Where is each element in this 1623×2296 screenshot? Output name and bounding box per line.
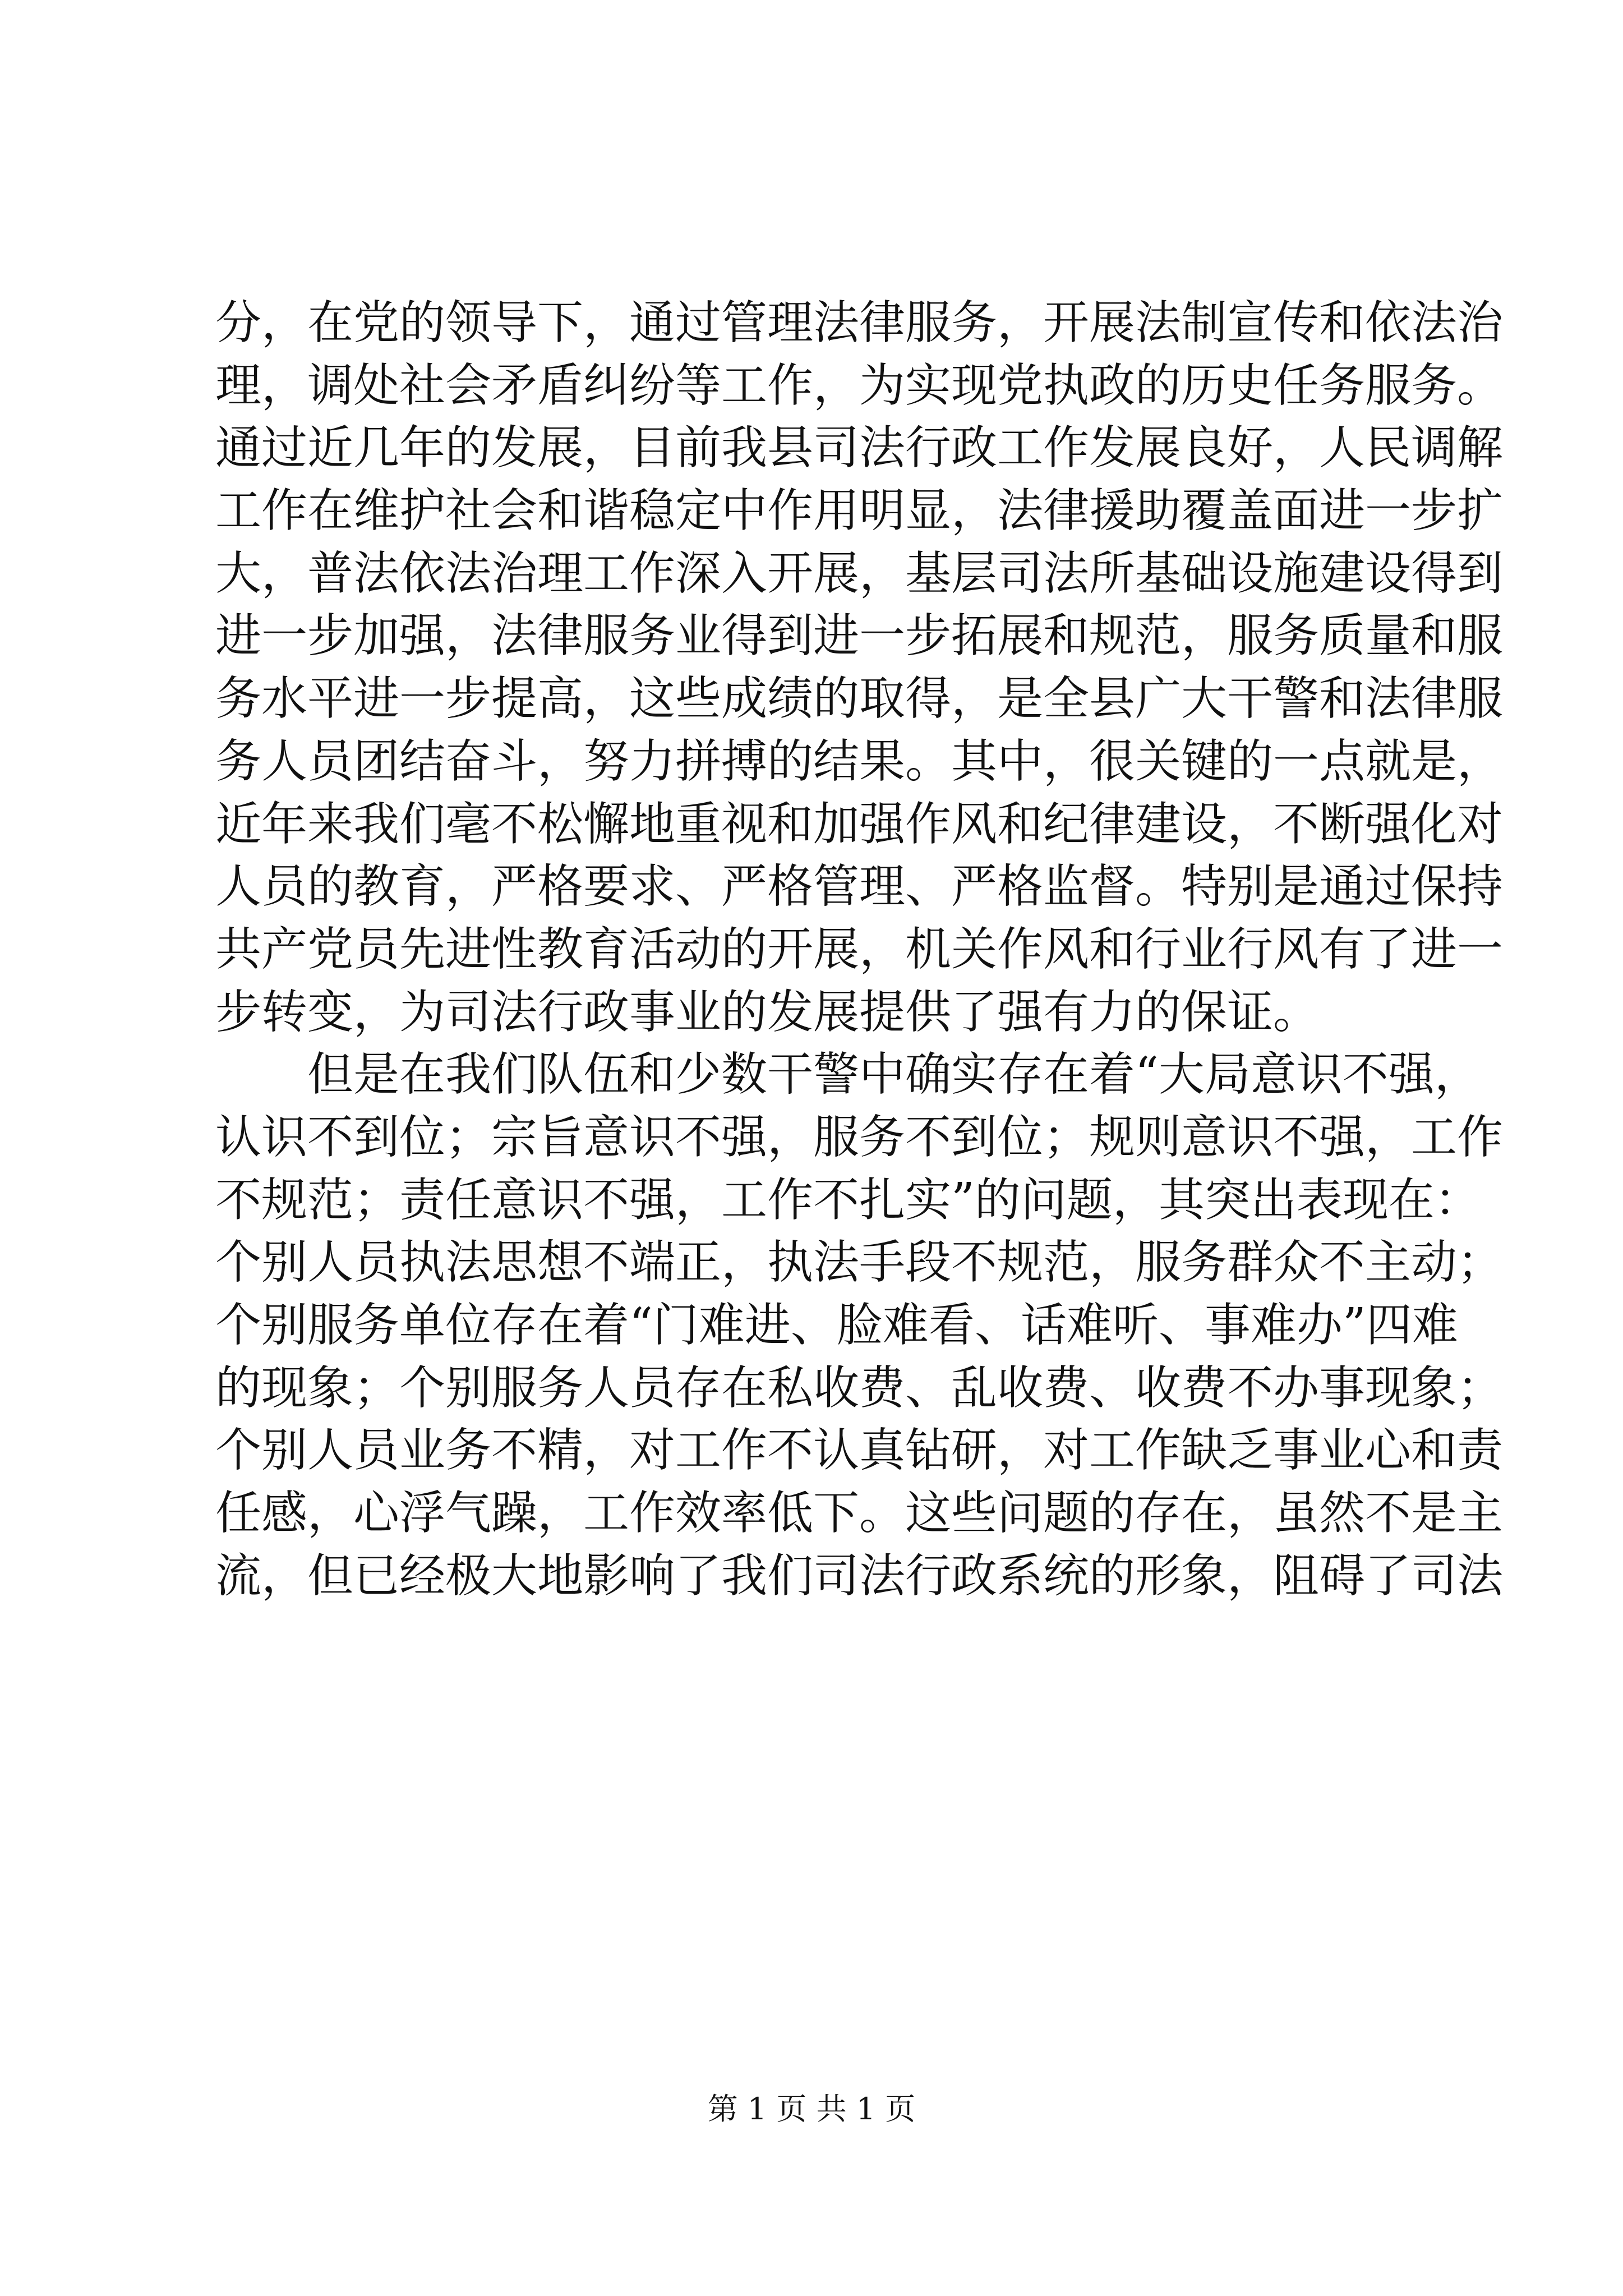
text-line: 务人员团结奋斗，努力拼搏的结果。其中，很关键的一点就是， bbox=[215, 734, 1504, 788]
text-line: 人员的教育，严格要求、严格管理、严格监督。特别是通过保持 bbox=[215, 860, 1504, 914]
paragraph bbox=[215, 1043, 1504, 1607]
text-line: 近年来我们毫不松懈地重视和加强作风和纪律建设，不断强化对 bbox=[215, 797, 1504, 851]
text-line: 工作在维护社会和谐稳定中作用明显，法律援助覆盖面进一步扩 bbox=[215, 484, 1504, 538]
text-line: 个别服务单位存在着“门难进、脸难看、话难听、事难办”四难 bbox=[215, 1299, 1458, 1352]
text-line: 大，普法依法治理工作深入开展，基层司法所基础设施建设得到 bbox=[215, 546, 1504, 600]
text-line: 步转变，为司法行政事业的发展提供了强有力的保证。 bbox=[215, 985, 1320, 1039]
text-line: 任感，心浮气躁，工作效率低下。这些问题的存在，虽然不是主 bbox=[215, 1487, 1504, 1540]
text-line: 进一步加强，法律服务业得到进一步拓展和规范，服务质量和服 bbox=[215, 609, 1504, 663]
text-line: 通过近几年的发展，目前我县司法行政工作发展良好，人民调解 bbox=[215, 421, 1504, 475]
text-line: 流，但已经极大地影响了我们司法行政系统的形象，阻碍了司法 bbox=[215, 1549, 1504, 1603]
text-line: 共产党员先进性教育活动的开展，机关作风和行业行风有了进一 bbox=[215, 922, 1504, 976]
text-line: 务水平进一步提高，这些成绩的取得，是全县广大干警和法律服 bbox=[215, 672, 1504, 726]
text-line: 的现象；个别服务人员存在私收费、乱收费、收费不办事现象； bbox=[215, 1361, 1504, 1415]
paragraph bbox=[215, 292, 1504, 1043]
text-line: 认识不到位；宗旨意识不强，服务不到位；规则意识不强，工作 bbox=[215, 1110, 1504, 1164]
page-footer: 第 1 页 共 1 页 bbox=[707, 2091, 916, 2127]
document-body bbox=[215, 292, 1504, 1607]
text-line: 不规范；责任意识不强，工作不扎实”的问题，其突出表现在： bbox=[215, 1173, 1481, 1227]
text-line: 个别人员执法思想不端正，执法手段不规范，服务群众不主动； bbox=[215, 1236, 1504, 1290]
text-line: 分，在党的领导下，通过管理法律服务，开展法制宣传和依法治 bbox=[215, 296, 1504, 349]
text-line: 但是在我们队伍和少数干警中确实存在着“大局意识不强， bbox=[307, 1048, 1481, 1102]
text-line: 理，调处社会矛盾纠纷等工作，为实现党执政的历史任务服务。 bbox=[215, 358, 1504, 412]
text-line: 个别人员业务不精，对工作不认真钻研，对工作缺乏事业心和责 bbox=[215, 1424, 1504, 1478]
